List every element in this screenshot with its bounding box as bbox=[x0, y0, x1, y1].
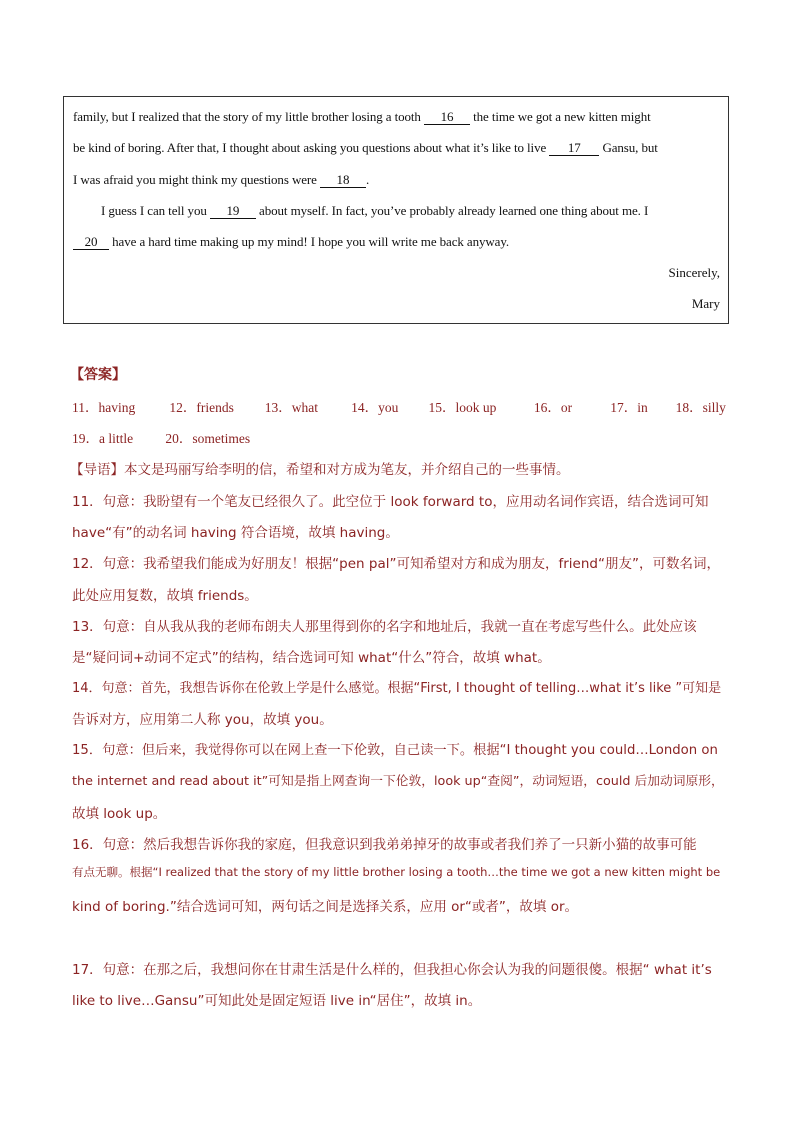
letter-text: about myself. In fact, you’ve probably already learned one thing about me. I bbox=[255, 203, 649, 218]
explanation-16-line-2: 有点无聊。根据“I realized that the story of my little brother losing a tooth…the time we got a new kitten might be bbox=[72, 865, 721, 879]
letter-text: family, but I realized that the story of my little brother losing a tooth bbox=[73, 109, 424, 124]
letter-text: have a hard time making up my mind! I hope you will write me back anyway. bbox=[109, 234, 510, 249]
explanation-13-line-1: 13．句意：自从我从我的老师布朗夫人那里得到你的名字和地址后，我就一直在考虑写些什么。此处应该 bbox=[72, 619, 697, 635]
explanation-14-line-1: 14．句意：首先，我想告诉你在伦敦上学是什么感觉。根据“First, I thought of telling…what it’s like ”可知是 bbox=[72, 681, 722, 696]
answer-row-2 bbox=[72, 427, 250, 447]
letter-line-3 bbox=[73, 172, 369, 188]
letter-line-5 bbox=[73, 234, 509, 250]
blank-17[interactable]: 17 bbox=[549, 141, 599, 156]
letter-line-4 bbox=[101, 203, 648, 219]
blank-20[interactable]: 20 bbox=[73, 235, 109, 250]
explanation-15-line-3: 故填 look up。 bbox=[72, 806, 167, 822]
blank-18[interactable]: 18 bbox=[320, 173, 366, 188]
explanation-16-line-1: 16．句意：然后我想告诉你我的家庭，但我意识到我弟弟掉牙的故事或者我们养了一只新小猫的故事可能 bbox=[72, 837, 697, 853]
explanation-17-line-1: 17．句意：在那之后，我想问你在甘肃生活是什么样的，但我担心你会认为我的问题很傻。根据“ what it’s bbox=[72, 962, 712, 978]
signature: Mary bbox=[691, 296, 720, 311]
explanation-13-line-2: 是“疑问词+动词不定式”的结构，结合选词可知 what“什么”符合，故填 what。 bbox=[72, 650, 551, 666]
closing: Sincerely, bbox=[668, 265, 720, 280]
letter-box bbox=[63, 96, 729, 324]
blank-16[interactable]: 16 bbox=[424, 110, 470, 125]
guide-text: 【导语】本文是玛丽写给李明的信，希望和对方成为笔友，并介绍自己的一些事情。 bbox=[70, 462, 570, 478]
letter-text: I was afraid you might think my questions were bbox=[73, 172, 320, 187]
explanation-15-line-1: 15．句意：但后来，我觉得你可以在网上查一下伦敦，自己读一下。根据“I thought you could…London on bbox=[72, 743, 718, 758]
letter-text: be kind of boring. After that, I thought about asking you questions about what it’s like to live bbox=[73, 140, 550, 155]
answer-17: 17．in bbox=[610, 400, 648, 415]
answer-11: 11．having bbox=[72, 400, 136, 415]
answer-20: 20．sometimes bbox=[165, 431, 251, 446]
letter-text: Gansu, but bbox=[599, 140, 658, 155]
letter-text: the time we got a new kitten might bbox=[469, 109, 651, 124]
answer-16: 16．or bbox=[533, 400, 573, 415]
explanation-11-line-1: 11．句意：我盼望有一个笔友已经很久了。此空位于 look forward to，应用动名词作宾语，结合选词可知 bbox=[72, 494, 709, 510]
answer-row-1 bbox=[72, 396, 726, 416]
explanation-12-line-2: 此处应用复数，故填 friends。 bbox=[72, 588, 258, 604]
letter-text: I guess I can tell you bbox=[101, 203, 210, 218]
letter-line-2 bbox=[73, 140, 658, 156]
explanation-11-line-2: have“有”的动名词 having 符合语境，故填 having。 bbox=[72, 525, 399, 541]
answer-13: 13．what bbox=[264, 400, 318, 415]
blank-19[interactable]: 19 bbox=[210, 204, 256, 219]
answer-heading: 【答案】 bbox=[70, 367, 126, 383]
answer-12: 12．friends bbox=[169, 400, 234, 415]
letter-text: . bbox=[365, 172, 370, 187]
answer-19: 19．a little bbox=[72, 431, 134, 446]
answer-15: 15．look up bbox=[428, 400, 497, 415]
letter-line-1 bbox=[73, 109, 651, 125]
explanation-12-line-1: 12．句意：我希望我们能成为好朋友！根据“pen pal”可知希望对方和成为朋友，friend“朋友”，可数名词， bbox=[72, 556, 720, 572]
answer-14: 14．you bbox=[351, 400, 399, 415]
answer-18: 18．silly bbox=[675, 400, 726, 415]
explanation-17-line-2: like to live…Gansu”可知此处是固定短语 live in“居住”，故填 in。 bbox=[72, 993, 482, 1009]
explanation-15-line-2: the internet and read about it”可知是指上网查询一下伦敦，look up“查阅”，动词短语，could 后加动词原形， bbox=[72, 774, 724, 789]
explanation-14-line-2: 告诉对方，应用第二人称 you，故填 you。 bbox=[72, 712, 333, 728]
explanation-16-line-3: kind of boring.”结合选词可知，两句话之间是选择关系，应用 or“或者”，故填 or。 bbox=[72, 899, 579, 915]
